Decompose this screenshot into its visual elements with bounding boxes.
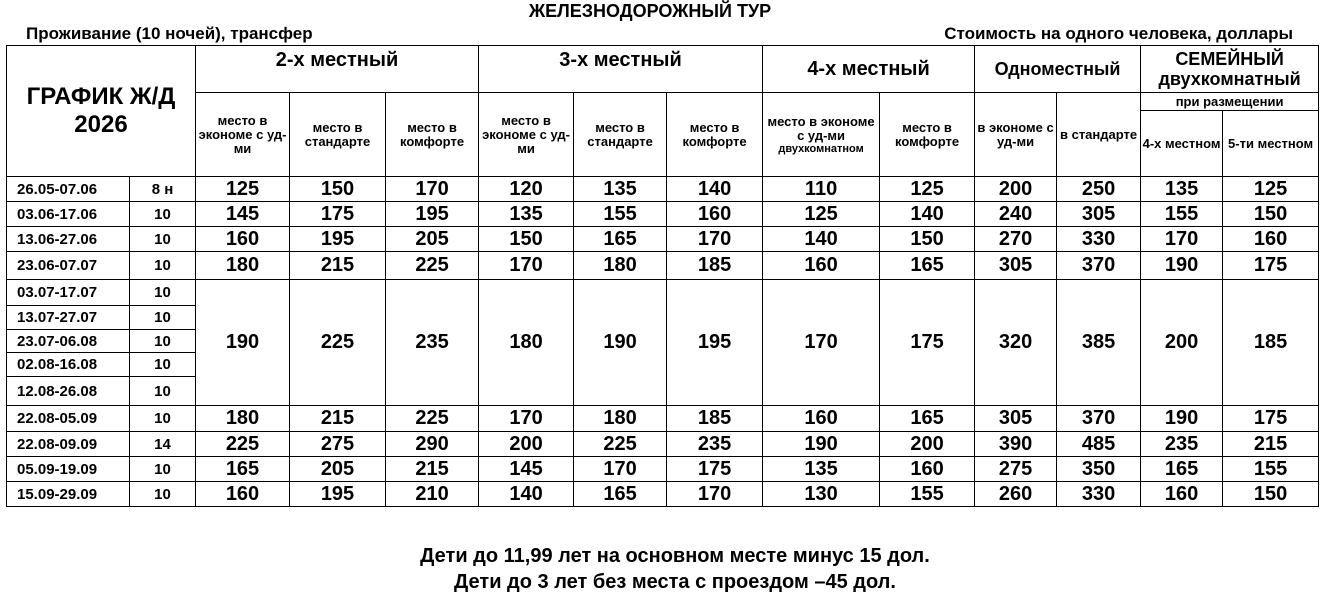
price-cell: 290	[386, 432, 479, 457]
price-cell: 350	[1057, 457, 1141, 482]
row-nights: 10	[130, 330, 196, 353]
price-cell-merged: 320	[975, 280, 1057, 406]
price-cell: 160	[1223, 227, 1319, 252]
table-row	[7, 280, 1319, 306]
row-date: 23.06-07.07	[7, 252, 130, 280]
row-nights: 10	[130, 406, 196, 432]
price-cell: 135	[574, 177, 667, 202]
price-cell: 175	[667, 457, 763, 482]
subtitle-price-note: Стоимость на одного человека, доллары	[944, 24, 1293, 43]
price-cell: 250	[1057, 177, 1141, 202]
row-date: 03.06-17.06	[7, 202, 130, 227]
row-nights: 14	[130, 432, 196, 457]
price-cell: 155	[574, 202, 667, 227]
price-cell: 160	[763, 252, 880, 280]
price-cell: 190	[1141, 252, 1223, 280]
price-cell: 330	[1057, 227, 1141, 252]
header-row-sub	[7, 93, 1319, 111]
row-date: 02.08-16.08	[7, 353, 130, 377]
price-cell: 145	[196, 202, 290, 227]
price-cell-merged: 235	[386, 280, 479, 406]
subheader-family-quad: 4-х местном	[1141, 111, 1223, 177]
price-cell-merged: 195	[667, 280, 763, 406]
price-cell: 175	[1223, 252, 1319, 280]
price-cell: 135	[1141, 177, 1223, 202]
price-cell: 170	[479, 406, 574, 432]
price-cell: 165	[574, 227, 667, 252]
price-cell: 190	[763, 432, 880, 457]
family-header-line2: двухкомнатный	[1158, 69, 1301, 89]
row-nights: 10	[130, 252, 196, 280]
row-nights: 8 н	[130, 177, 196, 202]
price-cell: 150	[1223, 482, 1319, 507]
table-row	[7, 252, 1319, 280]
price-cell-merged: 185	[1223, 280, 1319, 406]
table-row	[7, 406, 1319, 432]
subheader-double-standard: место в стандарте	[290, 93, 386, 177]
price-cell: 200	[880, 432, 975, 457]
subheader-quad-economy-label: место в экономе с уд-ми	[767, 113, 875, 143]
subheader-double-comfort: место в комфорте	[386, 93, 479, 177]
price-cell: 235	[1141, 432, 1223, 457]
price-cell: 140	[880, 202, 975, 227]
price-cell: 195	[386, 202, 479, 227]
table-row	[7, 432, 1319, 457]
price-cell: 180	[574, 406, 667, 432]
table-row	[7, 177, 1319, 202]
price-cell: 160	[880, 457, 975, 482]
price-cell: 185	[667, 406, 763, 432]
table-row	[7, 202, 1319, 227]
price-cell: 225	[386, 252, 479, 280]
table-row	[7, 482, 1319, 507]
row-date: 12.08-26.08	[7, 377, 130, 406]
schedule-header	[7, 46, 196, 177]
price-cell: 135	[763, 457, 880, 482]
price-table	[6, 45, 1319, 507]
group-header-single: Одноместный	[975, 46, 1141, 93]
price-cell: 305	[975, 406, 1057, 432]
row-date: 22.08-09.09	[7, 432, 130, 457]
row-date: 03.07-17.07	[7, 280, 130, 306]
price-cell-merged: 200	[1141, 280, 1223, 406]
price-cell: 170	[667, 482, 763, 507]
price-cell: 150	[1223, 202, 1319, 227]
price-cell: 485	[1057, 432, 1141, 457]
family-header-line1: СЕМЕЙНЫЙ	[1175, 49, 1284, 69]
price-cell: 180	[574, 252, 667, 280]
price-cell: 215	[290, 406, 386, 432]
price-cell: 215	[290, 252, 386, 280]
price-cell: 170	[479, 252, 574, 280]
price-cell: 125	[1223, 177, 1319, 202]
row-date: 13.06-27.06	[7, 227, 130, 252]
price-cell: 150	[880, 227, 975, 252]
price-cell: 160	[196, 482, 290, 507]
price-cell: 195	[290, 482, 386, 507]
row-nights: 10	[130, 306, 196, 330]
price-cell: 235	[667, 432, 763, 457]
price-cell: 150	[479, 227, 574, 252]
price-cell: 170	[667, 227, 763, 252]
price-cell-merged: 385	[1057, 280, 1141, 406]
price-cell: 150	[290, 177, 386, 202]
price-cell: 215	[1223, 432, 1319, 457]
row-date: 05.09-19.09	[7, 457, 130, 482]
subheader-quad-economy-note: двухкомнатном	[778, 142, 864, 155]
price-cell: 135	[479, 202, 574, 227]
price-cell: 170	[386, 177, 479, 202]
row-nights: 10	[130, 280, 196, 306]
subheader-single-economy: в экономе с уд-ми	[975, 93, 1057, 177]
subheader-family-quint: 5-ти местном	[1223, 111, 1319, 177]
price-cell: 175	[1223, 406, 1319, 432]
price-cell: 165	[880, 252, 975, 280]
row-nights: 10	[130, 353, 196, 377]
header-row-groups	[7, 46, 1319, 70]
price-cell: 185	[667, 252, 763, 280]
subheader-triple-economy: место в экономе с уд-ми	[479, 93, 574, 177]
price-cell: 130	[763, 482, 880, 507]
price-cell: 215	[386, 457, 479, 482]
page-title: ЖЕЛЕЗНОДОРОЖНЫЙ ТУР	[528, 1, 772, 21]
group-header-family	[1141, 46, 1319, 93]
row-nights: 10	[130, 482, 196, 507]
price-cell: 225	[386, 406, 479, 432]
price-cell: 200	[479, 432, 574, 457]
price-cell: 180	[196, 252, 290, 280]
subheader-double-economy: место в экономе с уд-ми	[196, 93, 290, 177]
price-cell: 370	[1057, 406, 1141, 432]
footer-note-infants: Дети до 3 лет без места с проездом –45 дол.	[454, 571, 896, 593]
price-cell: 260	[975, 482, 1057, 507]
row-nights: 10	[130, 202, 196, 227]
group-header-quad: 4-х местный	[763, 46, 975, 93]
price-cell: 190	[1141, 406, 1223, 432]
price-cell: 125	[880, 177, 975, 202]
price-cell: 270	[975, 227, 1057, 252]
subtitle-accommodation: Проживание (10 ночей), трансфер	[26, 24, 313, 43]
price-cell: 275	[290, 432, 386, 457]
row-date: 26.05-07.06	[7, 177, 130, 202]
price-cell: 210	[386, 482, 479, 507]
price-cell-merged: 170	[763, 280, 880, 406]
price-cell: 205	[386, 227, 479, 252]
price-cell: 140	[763, 227, 880, 252]
group-header-triple: 3-х местный	[479, 46, 763, 93]
subheader-family-placement: при размещении	[1141, 93, 1319, 111]
row-date: 22.08-05.09	[7, 406, 130, 432]
price-cell: 330	[1057, 482, 1141, 507]
price-cell: 155	[1141, 202, 1223, 227]
price-cell: 155	[880, 482, 975, 507]
row-nights: 10	[130, 457, 196, 482]
price-cell: 140	[667, 177, 763, 202]
price-cell: 180	[196, 406, 290, 432]
price-cell-merged: 190	[574, 280, 667, 406]
group-header-double: 2-х местный	[196, 46, 479, 93]
price-cell-merged: 175	[880, 280, 975, 406]
price-cell: 125	[196, 177, 290, 202]
price-cell-merged: 225	[290, 280, 386, 406]
schedule-header-year: 2026	[74, 111, 128, 138]
price-cell: 145	[479, 457, 574, 482]
price-cell: 370	[1057, 252, 1141, 280]
row-nights: 10	[130, 377, 196, 406]
row-date: 13.07-27.07	[7, 306, 130, 330]
price-cell: 305	[1057, 202, 1141, 227]
table-row	[7, 457, 1319, 482]
subheader-quad-economy	[763, 93, 880, 177]
row-nights: 10	[130, 227, 196, 252]
price-cell: 155	[1223, 457, 1319, 482]
schedule-header-label: ГРАФИК Ж/Д	[26, 83, 176, 110]
price-cell: 160	[763, 406, 880, 432]
price-cell: 195	[290, 227, 386, 252]
price-cell: 240	[975, 202, 1057, 227]
price-cell: 140	[479, 482, 574, 507]
price-cell: 160	[196, 227, 290, 252]
price-cell: 125	[763, 202, 880, 227]
price-cell: 165	[1141, 457, 1223, 482]
price-cell: 225	[574, 432, 667, 457]
price-cell: 110	[763, 177, 880, 202]
price-cell: 170	[1141, 227, 1223, 252]
price-cell: 165	[196, 457, 290, 482]
row-date: 23.07-06.08	[7, 330, 130, 353]
price-cell: 225	[196, 432, 290, 457]
price-cell: 165	[880, 406, 975, 432]
footer-note-children: Дети до 11,99 лет на основном месте минус 15 дол.	[420, 545, 930, 567]
row-date: 15.09-29.09	[7, 482, 130, 507]
price-cell-merged: 190	[196, 280, 290, 406]
price-cell: 205	[290, 457, 386, 482]
price-cell: 120	[479, 177, 574, 202]
price-cell: 160	[667, 202, 763, 227]
subheader-quad-comfort: место в комфорте	[880, 93, 975, 177]
subheader-single-standard: в стандарте	[1057, 93, 1141, 177]
price-cell: 175	[290, 202, 386, 227]
price-cell: 390	[975, 432, 1057, 457]
price-cell: 165	[574, 482, 667, 507]
price-cell: 275	[975, 457, 1057, 482]
price-cell: 200	[975, 177, 1057, 202]
price-cell: 160	[1141, 482, 1223, 507]
subheader-triple-standard: место в стандарте	[574, 93, 667, 177]
price-cell-merged: 180	[479, 280, 574, 406]
table-row	[7, 227, 1319, 252]
price-cell: 170	[574, 457, 667, 482]
subheader-triple-comfort: место в комфорте	[667, 93, 763, 177]
price-cell: 305	[975, 252, 1057, 280]
